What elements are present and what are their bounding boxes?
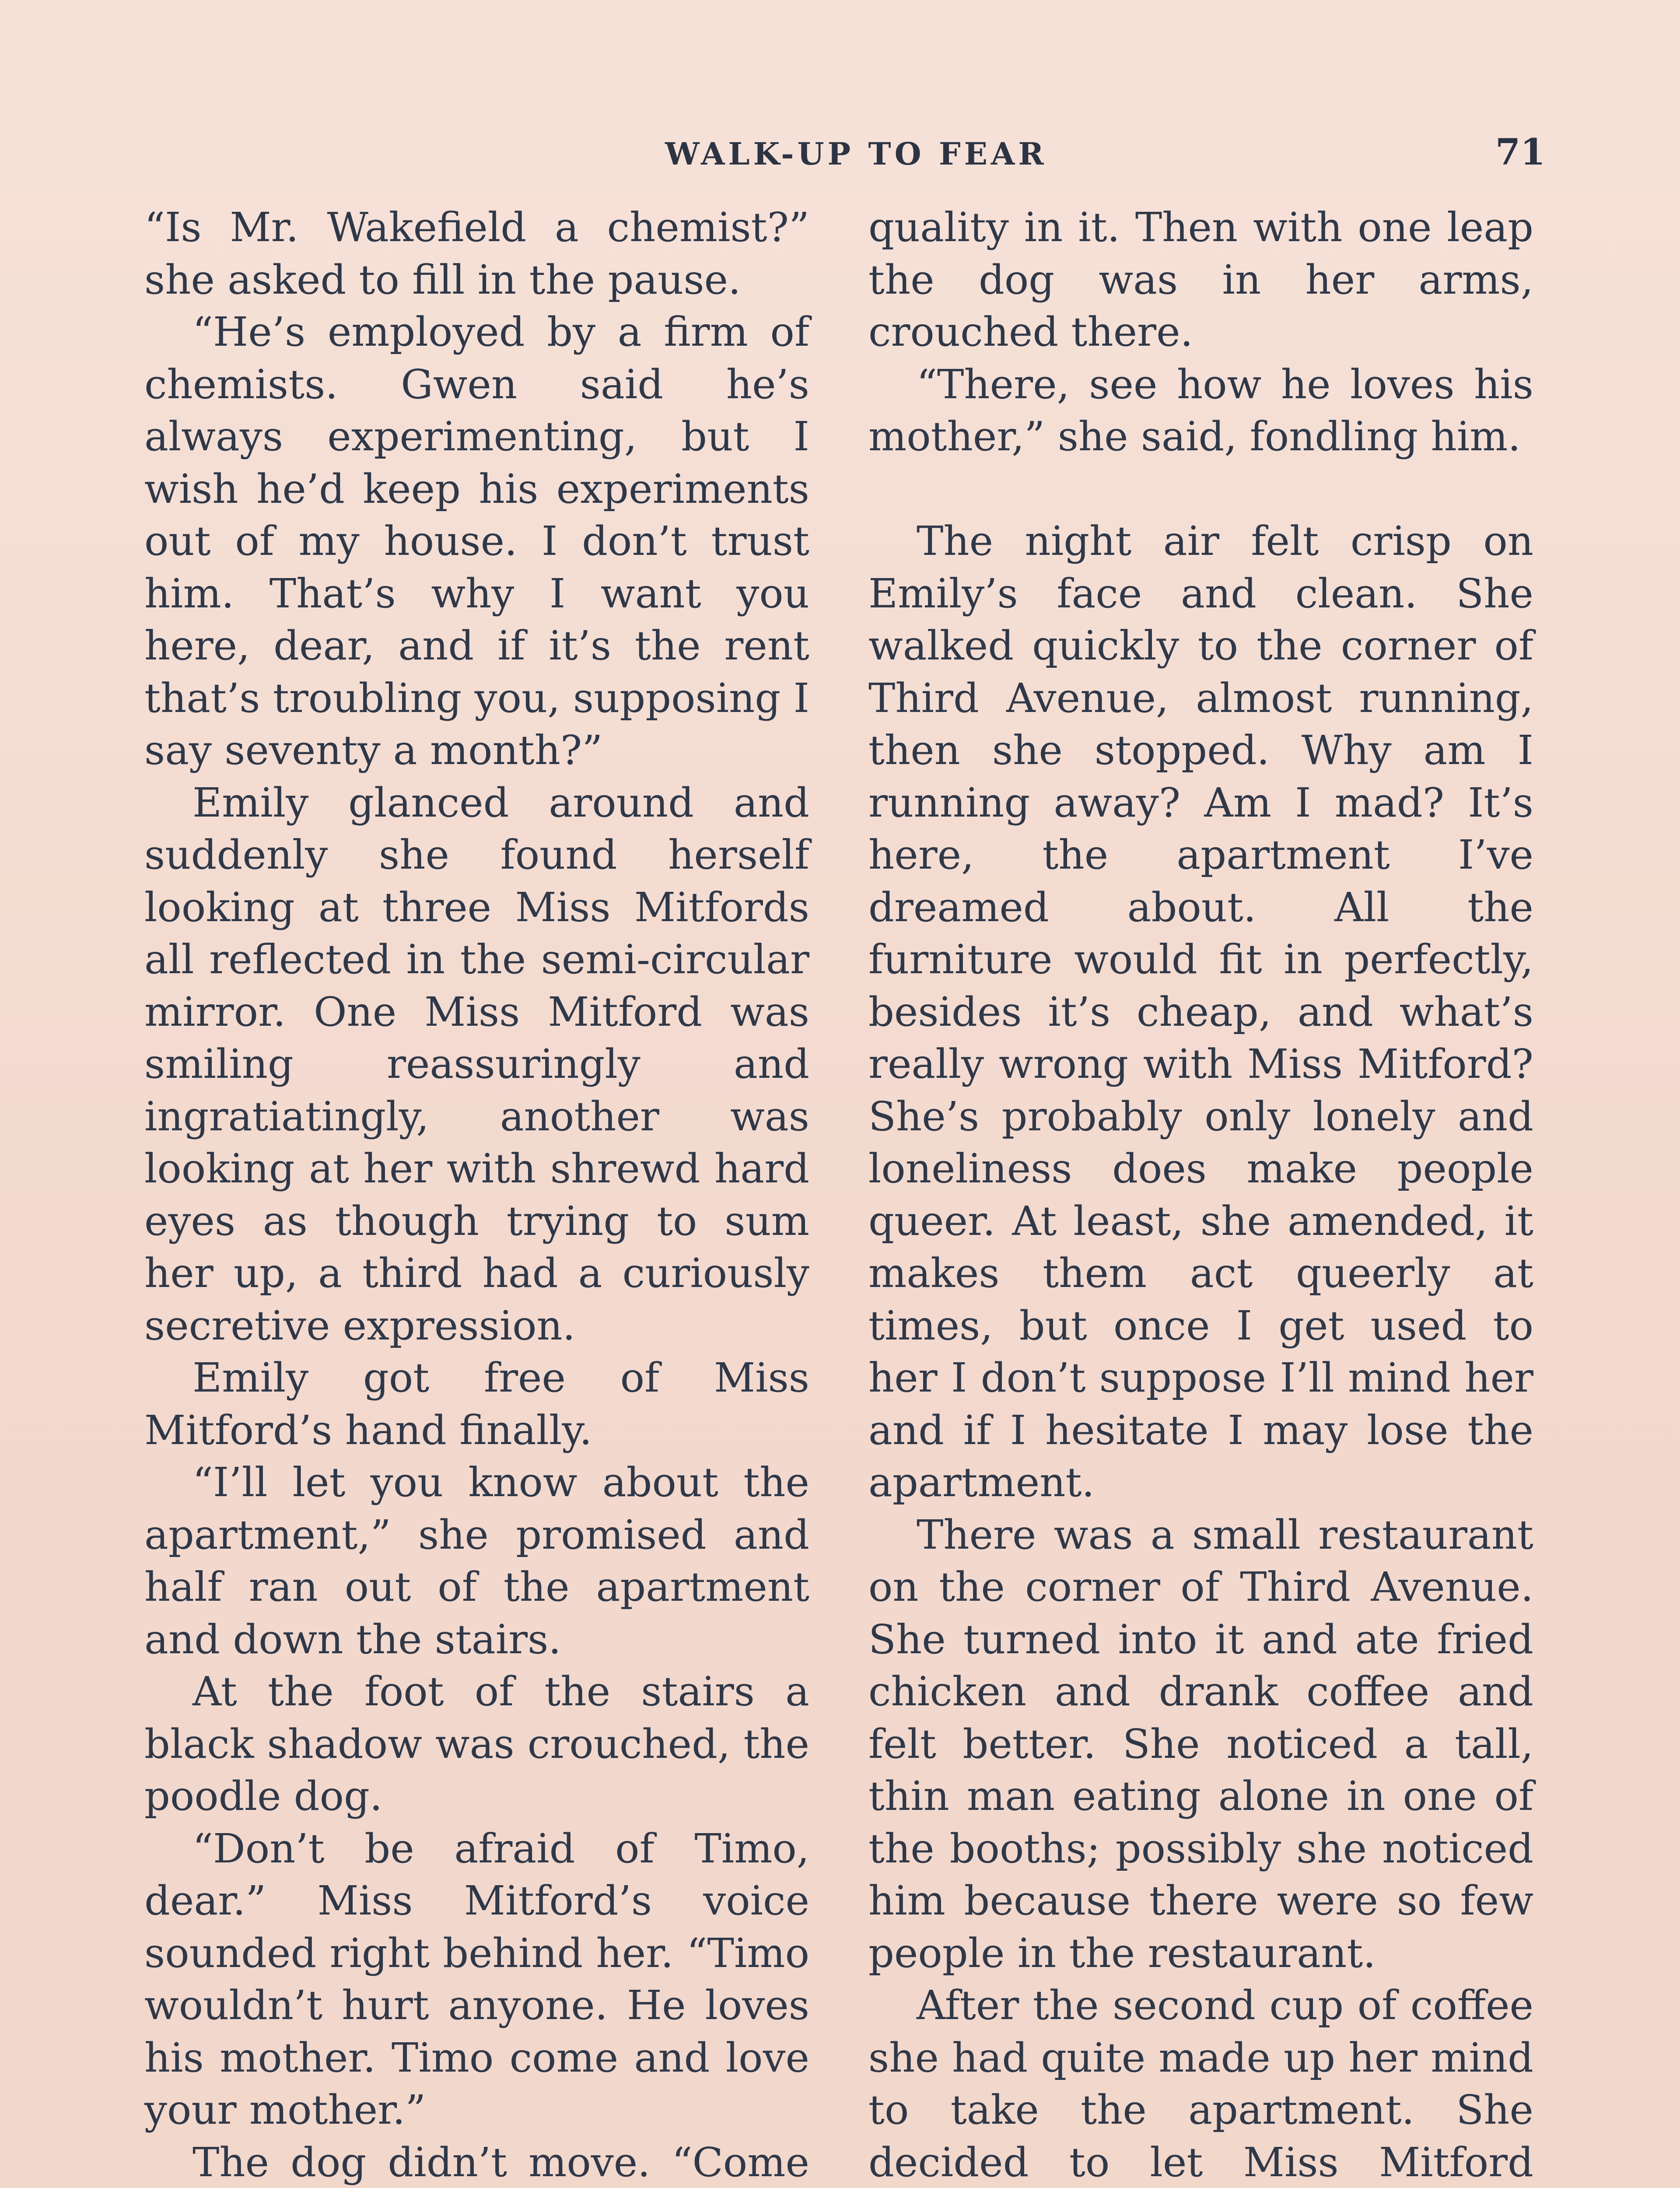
left-column [144, 201, 809, 2188]
paragraph: “He’s employed by a firm of chemists. Gwen said he’s always experimenting, but I wish he’d keep his experiments out of my house. I don’t trust him. That’s why I want you here, dear, and if it’s the rent that’s troubling you, supposing I say seventy a month?” [144, 309, 809, 774]
right-column [868, 201, 1533, 2188]
paragraph: quality in it. Then with one leap the dog was in her arms, crouched there. [868, 204, 1533, 355]
paragraph: “Don’t be afraid of Timo, dear.” Miss Mitford’s voice sounded right behind her. “Timo wouldn’t hurt anyone. He loves his mother. Timo come and love your mother.” [144, 1825, 809, 2133]
paragraph: The night air felt crisp on Emily’s face and clean. She walked quickly to the corner of Third Avenue, almost running, then she stopped. Why am I running away? Am I mad? It’s here, the apartment I’ve dreamed about. All the furniture would fit in perfectly, besides it’s cheap, and what’s really wrong with Miss Mitford? She’s probably only lonely and loneliness does make people queer. At least, she amended, it makes them act queerly at times, but once I get used to her I don’t suppose I’ll mind her and if I hesitate I may lose the apartment. [868, 518, 1533, 1506]
paragraph: Emily glanced around and suddenly she found herself looking at three Miss Mitfords all reflected in the semi-circular mirror. One Miss Mitford was smiling reassuringly and ingratiatingly, another was looking at her with shrewd hard eyes as though trying to sum her up, a third had a curiously secretive expression. [144, 779, 809, 1349]
paragraph: At the foot of the stairs a black shadow was crouched, the poodle dog. [144, 1668, 809, 1820]
paragraph: The dog didn’t move. “Come [192, 2139, 809, 2186]
running-head: WALK-UP TO FEAR [665, 136, 1047, 172]
paragraph: “Is Mr. Wakefield a chemist?” she asked to fill in the pause. [144, 204, 809, 303]
paragraph: There was a small restaurant on the corner of Third Avenue. She turned into it and ate fried chicken and drank coffee and felt better. She noticed a tall, thin man eating alone in one of the booths; possibly she noticed him because there were so few people in the restaurant. [868, 1511, 1533, 1977]
paragraph: Emily got free of Miss Mitford’s hand finally. [144, 1354, 809, 1454]
page-number: 71 [1495, 131, 1546, 173]
paragraph: “There, see how he loves his mother,” she said, fondling him. [868, 361, 1533, 460]
paragraph: “I’ll let you know about the apartment,” she promised and half ran out of the apartment and down the stairs. [144, 1459, 809, 1663]
section-break [868, 463, 1533, 515]
paragraph: After the second cup of coffee she had quite made up her mind to take the apartment. She decided to let Miss Mitford [868, 1982, 1533, 2186]
